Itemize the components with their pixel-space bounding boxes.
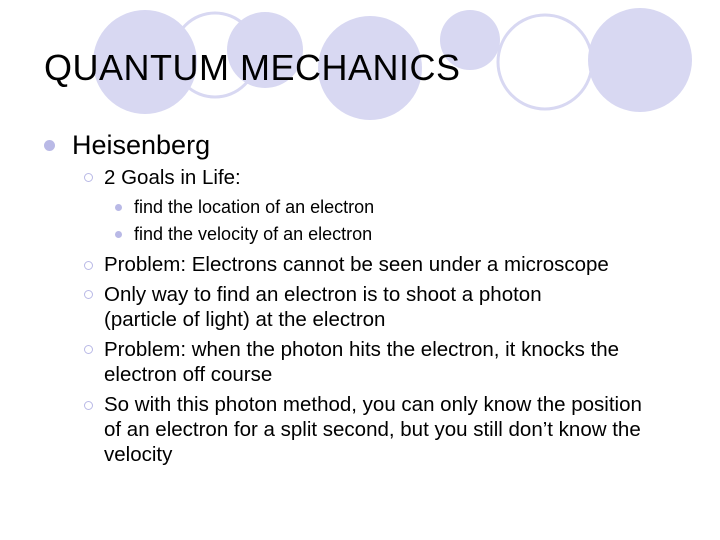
- ring-bullet-icon: [84, 290, 93, 299]
- slide-title: QUANTUM MECHANICS: [44, 47, 461, 88]
- ring-bullet-icon: [84, 173, 93, 182]
- deco-circle-ring: [498, 15, 592, 109]
- ring-bullet-icon: [84, 261, 93, 270]
- deco-circle-filled: [588, 8, 692, 112]
- filled-circle-bullet-icon: [115, 204, 122, 211]
- bullet-text: find the velocity of an electron: [134, 224, 373, 244]
- bullet-text: Heisenberg: [72, 130, 211, 160]
- bullet-text: Problem: Electrons cannot be seen under a microscope: [104, 253, 609, 276]
- filled-circle-bullet-icon: [115, 231, 122, 238]
- bullet-text: Problem: when the photon hits the electron, it knocks the electron off course: [104, 338, 620, 386]
- bullet-text: 2 Goals in Life:: [104, 166, 241, 189]
- ring-bullet-icon: [84, 345, 93, 354]
- bullet-text: Only way to find an electron is to shoot a photon (particle of light) at the electron: [104, 283, 542, 331]
- bullet-text: So with this photon method, you can only know the position of an electron for a split second, but you still don’t know the velocity: [104, 393, 642, 466]
- filled-circle-bullet-icon: [44, 140, 55, 151]
- ring-bullet-icon: [84, 401, 93, 410]
- bullet-text: find the location of an electron: [134, 197, 375, 217]
